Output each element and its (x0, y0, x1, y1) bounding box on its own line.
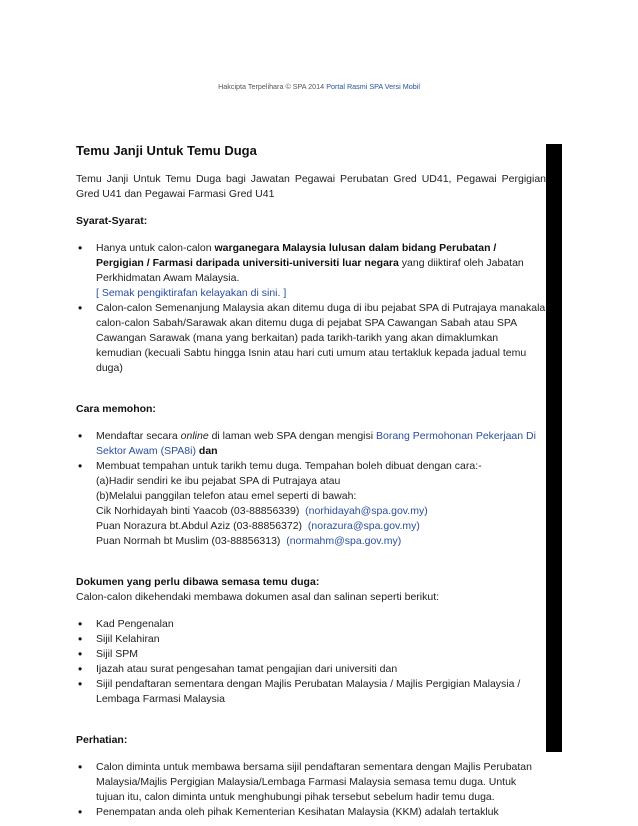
contact-row (96, 534, 546, 549)
cara-2-line1: • Membuat tempahan untuk tarikh temu duga. Tempahan boleh dibuat dengan cara:- (96, 460, 482, 472)
mobile-portal-link[interactable]: Portal Rasmi SPA Versi Mobil (326, 82, 420, 91)
syarat-1-pre: Hanya untuk calon-calon (96, 242, 215, 254)
cara-list (76, 429, 546, 549)
main-content (76, 142, 546, 826)
contact-name: Puan Normah bt Muslim (03-88856313) (96, 535, 281, 547)
cara-2-line2: (a)Hadir sendiri ke ibu pejabat SPA di Putrajaya atau (96, 475, 341, 487)
list-item (76, 241, 546, 301)
contact-row (96, 519, 546, 534)
contact-email-link[interactable]: (norhidayah@spa.gov.my) (305, 505, 428, 517)
syarat-list (76, 241, 546, 376)
cara-1-italic: online (180, 430, 209, 442)
contact-name: Cik Norhidayah binti Yaacob (03-88856339) (96, 505, 300, 517)
copyright-footer (0, 79, 638, 94)
contact-name: Puan Norazura bt.Abdul Aziz (03-88856372) (96, 520, 303, 532)
dokumen-list (76, 617, 546, 707)
perhatian-list (76, 760, 546, 820)
syarat-heading: Syarat-Syarat: (76, 215, 148, 227)
list-item: • Calon diminta untuk membawa bersama sijil pendaftaran sementara dengan Majlis Perubatan Malaysia/Majlis Pergigian Malaysia/Lembaga Farmasi Malaysia semasa temu duga. Untuk tujuan itu, calon diminta untuk menghubungi pihak tersebut sebelum hadir temu duga. (76, 760, 546, 805)
syarat-1-post: yang diiktiraf oleh Jabatan Perkhidmatan Awam Malaysia. (96, 257, 524, 284)
list-item: • Sijil Kelahiran (76, 632, 546, 647)
cara-heading: Cara memohon: (76, 403, 156, 415)
list-item: • Sijil SPM (76, 647, 546, 662)
cara-1-bold: dan (195, 445, 218, 457)
copyright-text: Hakcipta Terpelihara © SPA 2014 (218, 82, 325, 91)
borang-spa8i-link[interactable]: Borang Permohonan Pekerjaan Di Sektor Awam (SPA8i) (96, 430, 536, 457)
list-item (76, 459, 546, 549)
contact-email-link[interactable]: (normahm@spa.gov.my) (286, 535, 402, 547)
syarat-1-bold: warganegara Malaysia lulusan dalam bidang Perubatan / Pergigian / Farmasi daripada universiti-universiti luar negara (96, 242, 497, 269)
contact-email-link[interactable]: (norazura@spa.gov.my) (307, 520, 420, 532)
intro-paragraph: Temu Janji Untuk Temu Duga bagi Jawatan Pegawai Perubatan Gred UD41, Pegawai Pergigian Gred U41 dan Pegawai Farmasi Gred U41 (76, 173, 546, 200)
list-item: • Penempatan anda oleh pihak Kementerian Kesihatan Malaysia (KKM) adalah tertakluk (76, 805, 546, 820)
page-title: Temu Janji Untuk Temu Duga (76, 143, 257, 158)
side-bar (546, 144, 562, 752)
contact-row (96, 504, 546, 519)
list-item: • Sijil pendaftaran sementara dengan Majlis Perubatan Malaysia / Majlis Pergigian Malaysia / Lembaga Farmasi Malaysia (76, 677, 546, 707)
semak-kelayakan-link[interactable]: [ Semak pengiktirafan kelayakan di sini. ] (96, 287, 287, 299)
list-item: • Kad Pengenalan (76, 617, 546, 632)
cara-2-line3: (b)Melalui panggilan telefon atau emel seperti di bawah: (96, 490, 357, 502)
list-item: • Ijazah atau surat pengesahan tamat pengajian dari universiti dan (76, 662, 546, 677)
list-item (76, 429, 546, 459)
perhatian-heading: Perhatian: (76, 734, 128, 746)
cara-1-pre: Mendaftar secara (96, 430, 181, 442)
cara-1-mid: di laman web SPA dengan mengisi (208, 430, 376, 442)
dokumen-heading: Dokumen yang perlu dibawa semasa temu duga: (76, 576, 320, 588)
dokumen-intro: Calon-calon dikehendaki membawa dokumen asal dan salinan seperti berikut: (76, 591, 440, 603)
list-item: • Calon-calon Semenanjung Malaysia akan ditemu duga di ibu pejabat SPA di Putrajaya manakala calon-calon Sabah/Sarawak akan ditemu duga di pejabat SPA Cawangan Sabah atau SPA Cawangan Sarawak (mana yang berkaitan) pada tarikh-tarikh yang akan dimaklumkan kemudian (kecuali Sabtu hingga Isnin atau hari cuti umum atau tertakluk kepada jadual temu duga) (76, 301, 546, 376)
